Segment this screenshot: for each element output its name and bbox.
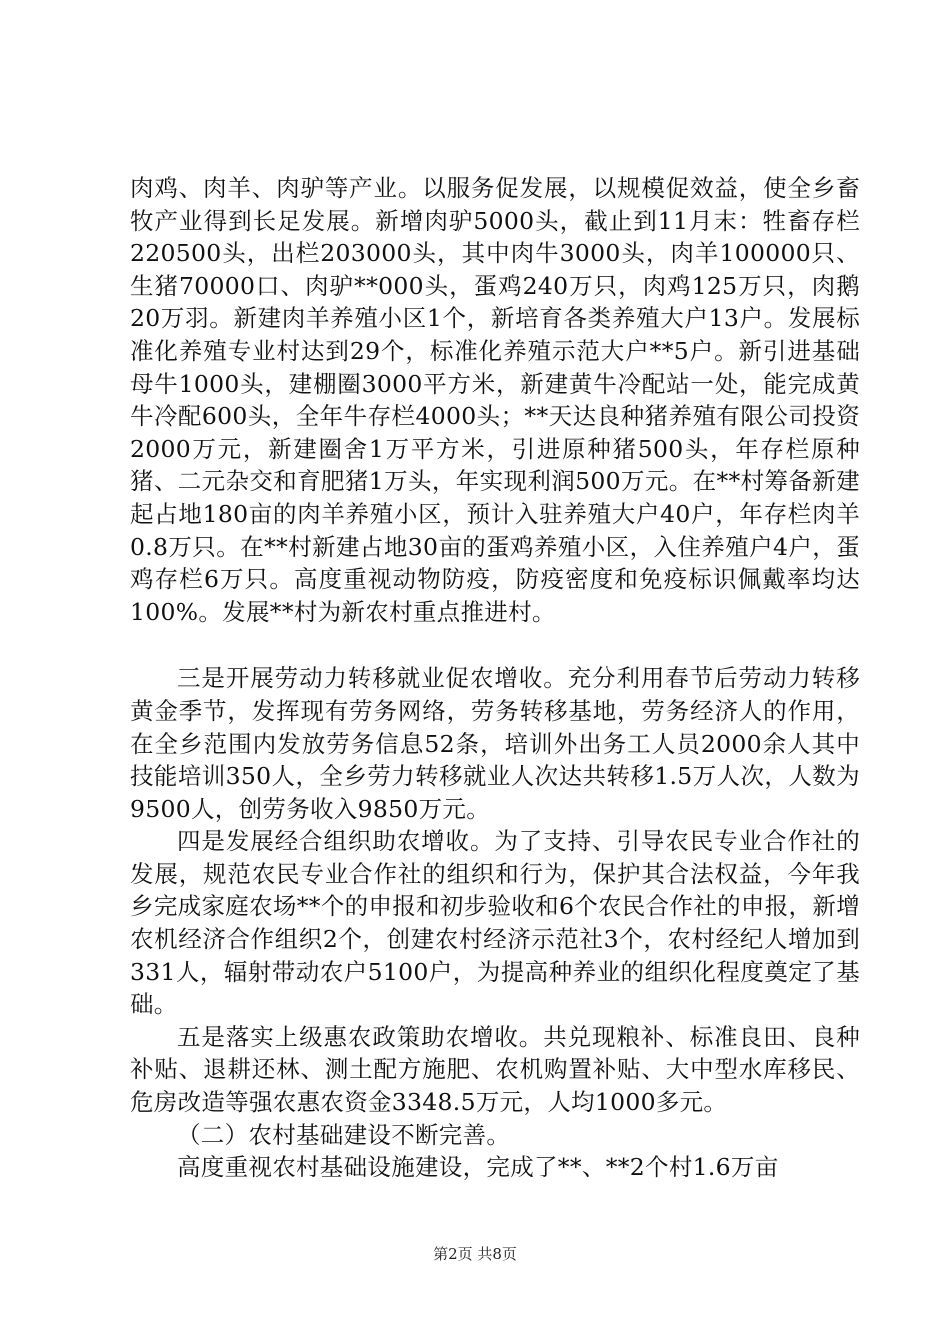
paragraph-cooperatives: 四是发展经合组织助农增收。为了支持、引导农民专业合作社的发展，规范农民专业合作社的组织和行为，保护其合法权益，今年我乡完成家庭农场**个的申报和初步验收和6个农民合作社的申报，新增农机经济合作组织2个，创建农村经济示范社3个，农村经纪人增加到331人，辐射带动农户5100户，为提高种养业的组织化程度奠定了基础。 bbox=[130, 827, 860, 1019]
page-number-footer: 第2页 共8页 bbox=[433, 1245, 517, 1263]
paragraph-livestock: 肉鸡、肉羊、肉驴等产业。以服务促发展，以规模促效益，使全乡畜牧产业得到长足发展。新增肉驴5000头，截止到11月末：牲畜存栏220500头，出栏203000头，其中肉牛3000头，肉羊100000只、生猪70000口、肉驴**000头，蛋鸡240万只，肉鸡125万只，肉鹅20万羽。新建肉羊养殖小区1个，新培育各类养殖大户13户。发展标准化养殖专业村达到29个，标准化养殖示范大户**5户。新引进基础母牛1000头，建棚圈3000平方米，新建黄牛冷配站一处，能完成黄牛冷配600头，全年牛存栏4000头；**天达良种猪养殖有限公司投资2000万元，新建圈舍1万平方米，引进原种猪500头，年存栏原种猪、二元杂交和育肥猪1万头，年实现利润500万元。在**村筹备新建起占地180亩的肉羊养殖小区，预计入驻养殖大户40户，年存栏肉羊0.8万只。在**村新建占地30亩的蛋鸡养殖小区，入住养殖户4户，蛋鸡存栏6万只。高度重视动物防疫，防疫密度和免疫标识佩戴率均达100%。发展**村为新农村重点推进村。 bbox=[130, 174, 860, 626]
paragraph-labor-transfer: 三是开展劳动力转移就业促农增收。充分利用春节后劳动力转移黄金季节，发挥现有劳务网络，劳务转移基地，劳务经济人的作用，在全乡范围内发放劳务信息52条，培训外出务工人员2000余人其中技能培训350人，全乡劳力转移就业人次达共转移1.5万人次，人数为9500人，创劳务收入9850万元。 bbox=[130, 664, 860, 823]
paragraph-subsidies: 五是落实上级惠农政策助农增收。共兑现粮补、标准良田、良种补贴、退耕还林、测土配方施肥、农机购置补贴、大中型水库移民、危房改造等强农惠农资金3348.5万元，人均1000多元。 bbox=[130, 1022, 860, 1117]
document-body bbox=[130, 172, 860, 1184]
paragraph-infrastructure: 高度重视农村基础设施建设，完成了**、**2个村1.6万亩 bbox=[177, 1153, 779, 1182]
section-heading-infrastructure: （二）农村基础建设不断完善。 bbox=[177, 1120, 511, 1149]
